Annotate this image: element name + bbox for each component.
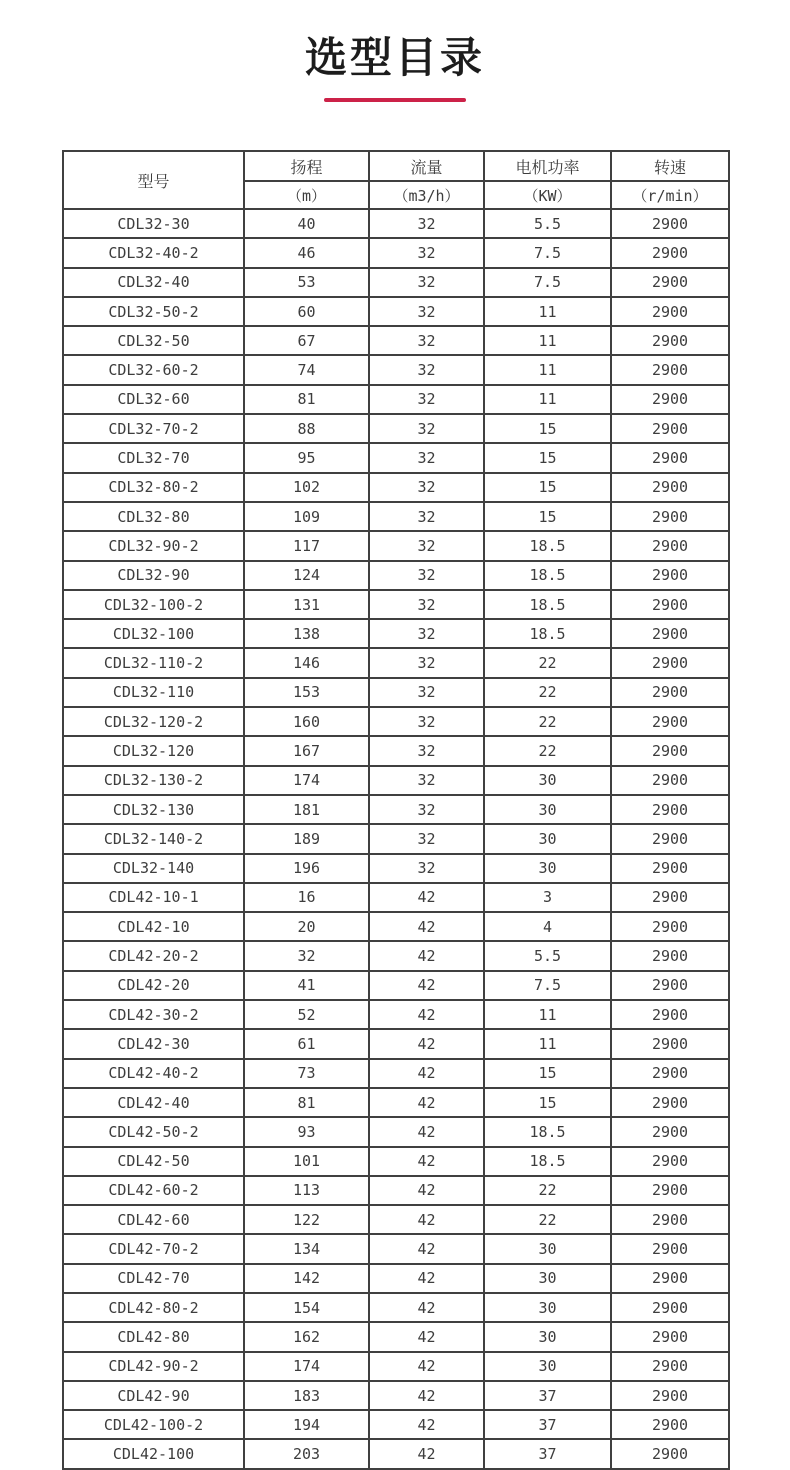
cell-model: CDL32-50	[63, 326, 244, 355]
cell-model: CDL42-30-2	[63, 1000, 244, 1029]
cell-speed: 2900	[611, 473, 729, 502]
cell-model: CDL32-90	[63, 561, 244, 590]
cell-flow: 42	[369, 912, 484, 941]
cell-head: 203	[244, 1439, 369, 1468]
cell-flow: 42	[369, 883, 484, 912]
cell-model: CDL42-50-2	[63, 1117, 244, 1146]
cell-power: 11	[484, 1029, 611, 1058]
cell-speed: 2900	[611, 678, 729, 707]
cell-power: 18.5	[484, 561, 611, 590]
cell-head: 146	[244, 648, 369, 677]
table-row	[63, 268, 729, 297]
cell-power: 30	[484, 766, 611, 795]
cell-head: 122	[244, 1205, 369, 1234]
cell-flow: 42	[369, 1381, 484, 1410]
cell-speed: 2900	[611, 268, 729, 297]
cell-speed: 2900	[611, 1234, 729, 1263]
cell-head: 52	[244, 1000, 369, 1029]
cell-flow: 42	[369, 1439, 484, 1468]
cell-head: 131	[244, 590, 369, 619]
cell-head: 20	[244, 912, 369, 941]
cell-model: CDL32-60	[63, 385, 244, 414]
cell-head: 194	[244, 1410, 369, 1439]
cell-power: 5.5	[484, 209, 611, 238]
cell-flow: 42	[369, 971, 484, 1000]
cell-flow: 32	[369, 502, 484, 531]
cell-model: CDL32-70-2	[63, 414, 244, 443]
cell-power: 30	[484, 1352, 611, 1381]
table-row	[63, 1439, 729, 1468]
cell-head: 109	[244, 502, 369, 531]
table-row	[63, 912, 729, 941]
cell-head: 181	[244, 795, 369, 824]
cell-flow: 32	[369, 414, 484, 443]
cell-power: 18.5	[484, 1147, 611, 1176]
cell-speed: 2900	[611, 941, 729, 970]
cell-speed: 2900	[611, 1088, 729, 1117]
col-header-model: 型号	[63, 151, 244, 209]
cell-speed: 2900	[611, 766, 729, 795]
table-row	[63, 238, 729, 267]
table-row	[63, 678, 729, 707]
table-row	[63, 1293, 729, 1322]
cell-flow: 32	[369, 766, 484, 795]
cell-model: CDL32-140-2	[63, 824, 244, 853]
cell-model: CDL42-60	[63, 1205, 244, 1234]
cell-speed: 2900	[611, 531, 729, 560]
cell-flow: 32	[369, 443, 484, 472]
cell-model: CDL42-90-2	[63, 1352, 244, 1381]
cell-head: 95	[244, 443, 369, 472]
cell-power: 22	[484, 1176, 611, 1205]
cell-power: 15	[484, 443, 611, 472]
cell-flow: 32	[369, 473, 484, 502]
table-row	[63, 941, 729, 970]
cell-speed: 2900	[611, 1176, 729, 1205]
table-row	[63, 1117, 729, 1146]
col-unit-flow: （m3/h）	[369, 181, 484, 209]
cell-model: CDL32-100-2	[63, 590, 244, 619]
cell-head: 113	[244, 1176, 369, 1205]
cell-model: CDL32-60-2	[63, 355, 244, 384]
table-row	[63, 736, 729, 765]
cell-head: 46	[244, 238, 369, 267]
table-header	[63, 151, 729, 209]
cell-model: CDL32-80-2	[63, 473, 244, 502]
cell-head: 73	[244, 1059, 369, 1088]
cell-head: 138	[244, 619, 369, 648]
cell-speed: 2900	[611, 414, 729, 443]
cell-head: 124	[244, 561, 369, 590]
table-row	[63, 766, 729, 795]
cell-flow: 42	[369, 1117, 484, 1146]
cell-speed: 2900	[611, 912, 729, 941]
cell-flow: 42	[369, 1234, 484, 1263]
cell-flow: 32	[369, 854, 484, 883]
cell-head: 154	[244, 1293, 369, 1322]
header-label-row	[63, 151, 729, 181]
cell-model: CDL32-30	[63, 209, 244, 238]
cell-head: 160	[244, 707, 369, 736]
cell-head: 101	[244, 1147, 369, 1176]
cell-speed: 2900	[611, 736, 729, 765]
cell-speed: 2900	[611, 1439, 729, 1468]
cell-model: CDL42-100	[63, 1439, 244, 1468]
table-row	[63, 883, 729, 912]
cell-flow: 42	[369, 1147, 484, 1176]
col-header-head: 扬程	[244, 151, 369, 181]
cell-flow: 42	[369, 1000, 484, 1029]
cell-flow: 32	[369, 355, 484, 384]
cell-flow: 32	[369, 268, 484, 297]
table-row	[63, 385, 729, 414]
cell-power: 18.5	[484, 1117, 611, 1146]
col-unit-speed: （r/min）	[611, 181, 729, 209]
cell-speed: 2900	[611, 1381, 729, 1410]
cell-speed: 2900	[611, 707, 729, 736]
cell-flow: 32	[369, 648, 484, 677]
cell-speed: 2900	[611, 854, 729, 883]
cell-flow: 32	[369, 795, 484, 824]
col-header-flow: 流量	[369, 151, 484, 181]
cell-head: 196	[244, 854, 369, 883]
table-row	[63, 473, 729, 502]
cell-flow: 42	[369, 1264, 484, 1293]
cell-speed: 2900	[611, 795, 729, 824]
cell-flow: 32	[369, 297, 484, 326]
cell-flow: 42	[369, 1205, 484, 1234]
cell-speed: 2900	[611, 824, 729, 853]
cell-head: 16	[244, 883, 369, 912]
cell-power: 15	[484, 502, 611, 531]
cell-power: 11	[484, 326, 611, 355]
cell-model: CDL32-120	[63, 736, 244, 765]
cell-speed: 2900	[611, 1147, 729, 1176]
cell-speed: 2900	[611, 1205, 729, 1234]
cell-speed: 2900	[611, 1029, 729, 1058]
cell-speed: 2900	[611, 883, 729, 912]
cell-speed: 2900	[611, 1117, 729, 1146]
cell-speed: 2900	[611, 561, 729, 590]
cell-model: CDL42-40-2	[63, 1059, 244, 1088]
table-row	[63, 1352, 729, 1381]
cell-power: 3	[484, 883, 611, 912]
cell-power: 22	[484, 648, 611, 677]
cell-speed: 2900	[611, 502, 729, 531]
table-row	[63, 414, 729, 443]
cell-model: CDL42-10	[63, 912, 244, 941]
table-row	[63, 531, 729, 560]
cell-power: 30	[484, 1293, 611, 1322]
cell-power: 37	[484, 1381, 611, 1410]
table-row	[63, 824, 729, 853]
cell-model: CDL32-40-2	[63, 238, 244, 267]
table-row	[63, 297, 729, 326]
cell-head: 74	[244, 355, 369, 384]
table-row	[63, 326, 729, 355]
cell-model: CDL32-130-2	[63, 766, 244, 795]
table-row	[63, 1264, 729, 1293]
cell-head: 41	[244, 971, 369, 1000]
cell-speed: 2900	[611, 238, 729, 267]
cell-flow: 42	[369, 1088, 484, 1117]
col-unit-head: （m）	[244, 181, 369, 209]
cell-model: CDL32-110	[63, 678, 244, 707]
cell-speed: 2900	[611, 1293, 729, 1322]
cell-model: CDL42-80-2	[63, 1293, 244, 1322]
cell-power: 30	[484, 1322, 611, 1351]
table-row	[63, 209, 729, 238]
cell-head: 167	[244, 736, 369, 765]
cell-head: 67	[244, 326, 369, 355]
cell-power: 30	[484, 1264, 611, 1293]
cell-flow: 32	[369, 531, 484, 560]
cell-power: 30	[484, 824, 611, 853]
cell-head: 88	[244, 414, 369, 443]
cell-power: 22	[484, 1205, 611, 1234]
cell-power: 4	[484, 912, 611, 941]
table-row	[63, 1147, 729, 1176]
cell-power: 30	[484, 1234, 611, 1263]
cell-power: 7.5	[484, 268, 611, 297]
table-row	[63, 443, 729, 472]
cell-head: 32	[244, 941, 369, 970]
cell-flow: 42	[369, 1410, 484, 1439]
cell-speed: 2900	[611, 1410, 729, 1439]
cell-speed: 2900	[611, 1000, 729, 1029]
cell-power: 18.5	[484, 590, 611, 619]
cell-power: 15	[484, 1088, 611, 1117]
cell-power: 15	[484, 1059, 611, 1088]
cell-speed: 2900	[611, 971, 729, 1000]
cell-head: 102	[244, 473, 369, 502]
cell-head: 134	[244, 1234, 369, 1263]
table-row	[63, 1000, 729, 1029]
table-row	[63, 1088, 729, 1117]
cell-power: 22	[484, 707, 611, 736]
cell-model: CDL32-70	[63, 443, 244, 472]
cell-head: 60	[244, 297, 369, 326]
cell-model: CDL32-40	[63, 268, 244, 297]
cell-speed: 2900	[611, 297, 729, 326]
cell-flow: 32	[369, 385, 484, 414]
cell-power: 7.5	[484, 971, 611, 1000]
cell-flow: 42	[369, 1293, 484, 1322]
cell-model: CDL42-70	[63, 1264, 244, 1293]
table-row	[63, 1176, 729, 1205]
cell-power: 11	[484, 297, 611, 326]
table-row	[63, 1234, 729, 1263]
cell-flow: 42	[369, 1352, 484, 1381]
cell-head: 189	[244, 824, 369, 853]
table-row	[63, 1205, 729, 1234]
cell-model: CDL42-100-2	[63, 1410, 244, 1439]
cell-flow: 32	[369, 619, 484, 648]
cell-head: 153	[244, 678, 369, 707]
cell-model: CDL42-20	[63, 971, 244, 1000]
cell-model: CDL42-90	[63, 1381, 244, 1410]
cell-power: 15	[484, 473, 611, 502]
cell-power: 15	[484, 414, 611, 443]
cell-model: CDL42-20-2	[63, 941, 244, 970]
cell-model: CDL32-110-2	[63, 648, 244, 677]
cell-model: CDL32-80	[63, 502, 244, 531]
cell-head: 162	[244, 1322, 369, 1351]
cell-flow: 32	[369, 678, 484, 707]
cell-power: 22	[484, 736, 611, 765]
cell-flow: 32	[369, 707, 484, 736]
cell-head: 81	[244, 1088, 369, 1117]
cell-power: 7.5	[484, 238, 611, 267]
cell-flow: 32	[369, 590, 484, 619]
table-row	[63, 648, 729, 677]
cell-power: 18.5	[484, 531, 611, 560]
cell-flow: 32	[369, 736, 484, 765]
cell-flow: 42	[369, 1059, 484, 1088]
table-row	[63, 1059, 729, 1088]
cell-power: 5.5	[484, 941, 611, 970]
cell-head: 174	[244, 766, 369, 795]
cell-flow: 32	[369, 824, 484, 853]
cell-flow: 42	[369, 941, 484, 970]
cell-flow: 32	[369, 326, 484, 355]
table-row	[63, 502, 729, 531]
table-body	[63, 209, 729, 1470]
page-title: 选型目录	[304, 34, 485, 81]
cell-power: 37	[484, 1439, 611, 1468]
cell-head: 40	[244, 209, 369, 238]
cell-model: CDL32-130	[63, 795, 244, 824]
cell-model: CDL42-30	[63, 1029, 244, 1058]
cell-head: 93	[244, 1117, 369, 1146]
cell-speed: 2900	[611, 385, 729, 414]
cell-power: 22	[484, 678, 611, 707]
table-row	[63, 854, 729, 883]
cell-model: CDL42-50	[63, 1147, 244, 1176]
cell-speed: 2900	[611, 1059, 729, 1088]
table-row	[63, 1381, 729, 1410]
cell-head: 53	[244, 268, 369, 297]
cell-speed: 2900	[611, 326, 729, 355]
table-row	[63, 971, 729, 1000]
title-underline-accent	[324, 98, 466, 102]
cell-speed: 2900	[611, 590, 729, 619]
cell-head: 174	[244, 1352, 369, 1381]
cell-power: 11	[484, 1000, 611, 1029]
cell-flow: 42	[369, 1176, 484, 1205]
cell-power: 30	[484, 854, 611, 883]
table-row	[63, 1410, 729, 1439]
cell-model: CDL32-50-2	[63, 297, 244, 326]
table-row	[63, 355, 729, 384]
cell-speed: 2900	[611, 355, 729, 384]
col-unit-power: （KW）	[484, 181, 611, 209]
cell-flow: 32	[369, 561, 484, 590]
cell-head: 142	[244, 1264, 369, 1293]
cell-model: CDL32-100	[63, 619, 244, 648]
cell-head: 117	[244, 531, 369, 560]
cell-power: 18.5	[484, 619, 611, 648]
table-row	[63, 1322, 729, 1351]
cell-power: 30	[484, 795, 611, 824]
cell-model: CDL42-70-2	[63, 1234, 244, 1263]
cell-speed: 2900	[611, 1264, 729, 1293]
cell-power: 11	[484, 355, 611, 384]
cell-power: 11	[484, 385, 611, 414]
cell-head: 183	[244, 1381, 369, 1410]
cell-model: CDL32-140	[63, 854, 244, 883]
table-row	[63, 1029, 729, 1058]
cell-speed: 2900	[611, 443, 729, 472]
selection-table	[62, 150, 730, 1470]
cell-head: 81	[244, 385, 369, 414]
col-header-speed: 转速	[611, 151, 729, 181]
table-row	[63, 707, 729, 736]
cell-flow: 42	[369, 1322, 484, 1351]
cell-speed: 2900	[611, 209, 729, 238]
cell-speed: 2900	[611, 619, 729, 648]
table-row	[63, 795, 729, 824]
cell-speed: 2900	[611, 1352, 729, 1381]
table-row	[63, 590, 729, 619]
cell-model: CDL42-60-2	[63, 1176, 244, 1205]
cell-flow: 42	[369, 1029, 484, 1058]
cell-power: 37	[484, 1410, 611, 1439]
table-row	[63, 561, 729, 590]
cell-speed: 2900	[611, 648, 729, 677]
cell-model: CDL42-10-1	[63, 883, 244, 912]
cell-model: CDL32-120-2	[63, 707, 244, 736]
cell-speed: 2900	[611, 1322, 729, 1351]
cell-model: CDL42-40	[63, 1088, 244, 1117]
col-header-power: 电机功率	[484, 151, 611, 181]
cell-head: 61	[244, 1029, 369, 1058]
cell-model: CDL42-80	[63, 1322, 244, 1351]
cell-flow: 32	[369, 209, 484, 238]
cell-model: CDL32-90-2	[63, 531, 244, 560]
cell-flow: 32	[369, 238, 484, 267]
table-row	[63, 619, 729, 648]
